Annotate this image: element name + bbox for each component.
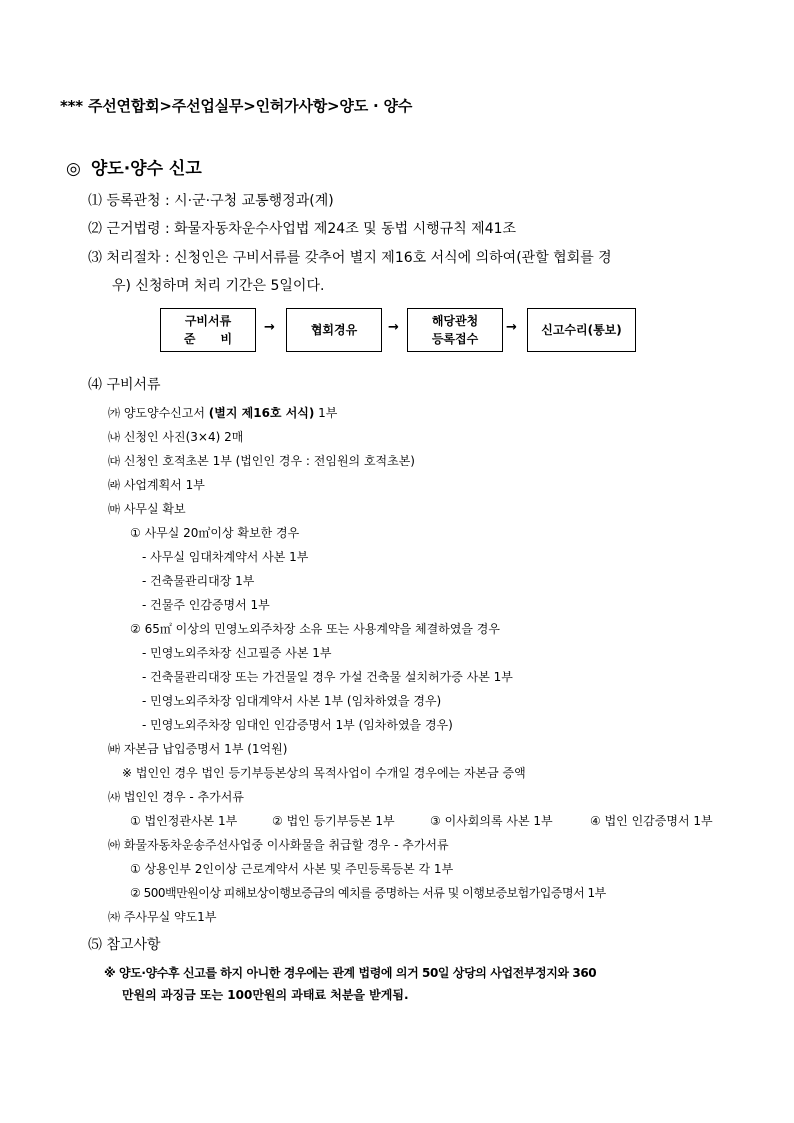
doc-h1: ① 상용인부 2인이상 근로계약서 사본 및 주민등록등본 각 1부 [130, 862, 454, 876]
doc-g: ㈔ 법인인 경우 - 추가서류 [108, 790, 244, 804]
flow-step-label: 신고수리(통보) [541, 323, 622, 337]
flow-step-label: 해당관청 [431, 314, 479, 328]
doc-e: ㈒ 사무실 확보 [108, 502, 186, 516]
doc-c: ㈐ 신청인 호적초본 1부 (법인인 경우 : 전임원의 호적초본) [108, 454, 415, 468]
doc-a-suffix: 1부 [314, 406, 338, 420]
item-legal-basis: ⑵ 근거법령 : 화물자동차운수사업법 제24조 및 동법 시행규칙 제41조 [88, 221, 517, 237]
reference-note-line1: ※ 양도·양수후 신고를 하지 아니한 경우에는 관계 법령에 의거 50일 상당의 사업전부정지와 360 [104, 966, 597, 980]
breadcrumb: *** 주선연합회>주선업실무>인허가사항>양도 · 양수 [60, 97, 413, 115]
flow-step-prepare-documents [160, 308, 256, 352]
doc-a-bold: (별지 제16호 서식) [208, 406, 315, 420]
item-procedure-line1: ⑶ 처리절차 : 신청인은 구비서류를 갖추어 별지 제16호 서식에 의하여(관할 협회를 경 [88, 250, 612, 266]
double-circle-icon: ◎ [66, 159, 81, 179]
flow-step-label: 구비서류 [184, 314, 232, 328]
doc-g4: ④ 법인 인감증명서 1부 [590, 814, 713, 828]
doc-b: ㈏ 신청인 사진(3×4) 2매 [108, 430, 244, 444]
flow-step-association [286, 308, 382, 352]
doc-e1c: - 건물주 인감증명서 1부 [142, 598, 270, 612]
doc-g1: ① 법인정관사본 1부 [130, 814, 238, 828]
doc-i: ㈖ 주사무실 약도1부 [108, 910, 217, 924]
flow-step-label: 준 비 [183, 332, 233, 346]
reference-note-line2: 만원의 과징금 또는 100만원의 과태료 처분을 받게됨. [122, 988, 409, 1002]
doc-g3: ③ 이사회의록 사본 1부 [430, 814, 553, 828]
doc-e2d: - 민영노외주차장 임대인 인감증명서 1부 (임차하였을 경우) [142, 718, 453, 732]
doc-e2b: - 건축물관리대장 또는 가건물일 경우 가설 건축물 설치허가증 사본 1부 [142, 670, 513, 684]
doc-h: ㈕ 화물자동차운송주선사업중 이사화물을 취급할 경우 - 추가서류 [108, 838, 449, 852]
doc-e1: ① 사무실 20㎡이상 확보한 경우 [130, 526, 300, 540]
flow-step-authority-receipt [407, 308, 503, 352]
section-title [66, 154, 202, 179]
doc-h2: ② 500백만원이상 피해보상이행보증금의 예치를 증명하는 서류 및 이행보증보험가입증명서 1부 [130, 886, 606, 900]
procedure-flow-diagram [160, 308, 640, 356]
item-procedure-line2: 우) 신청하며 처리 기간은 5일이다. [112, 278, 325, 294]
arrow-right-icon: → [264, 320, 275, 335]
flow-step-acceptance [527, 308, 636, 352]
doc-e1b: - 건축물관리대장 1부 [142, 574, 255, 588]
doc-a-text: ㈎ 양도양수신고서 [108, 406, 209, 420]
item-reference: ⑸ 참고사항 [88, 937, 161, 953]
doc-e2a: - 민영노외주차장 신고필증 사본 1부 [142, 646, 332, 660]
arrow-right-icon: → [506, 320, 517, 335]
item-registration-authority: ⑴ 등록관청 : 시·군·구청 교통행정과(계) [88, 193, 334, 209]
doc-a [108, 404, 337, 421]
arrow-right-icon: → [388, 320, 399, 335]
flow-step-label: 협회경유 [310, 323, 358, 337]
section-title-text: 양도·양수 신고 [90, 159, 202, 179]
doc-e2: ② 65㎡ 이상의 민영노외주차장 소유 또는 사용계약을 체결하였을 경우 [130, 622, 500, 636]
doc-f-note: ※ 법인인 경우 법인 등기부등본상의 목적사업이 수개일 경우에는 자본금 증액 [122, 766, 526, 780]
doc-e1a: - 사무실 임대차계약서 사본 1부 [142, 550, 309, 564]
item-required-documents: ⑷ 구비서류 [88, 377, 161, 393]
doc-e2c: - 민영노외주차장 임대계약서 사본 1부 (임차하였을 경우) [142, 694, 442, 708]
doc-f: ㈓ 자본금 납입증명서 1부 (1억원) [108, 742, 288, 756]
doc-d: ㈑ 사업계획서 1부 [108, 478, 205, 492]
flow-step-label: 등록접수 [431, 332, 479, 346]
doc-g2: ② 법인 등기부등본 1부 [272, 814, 395, 828]
